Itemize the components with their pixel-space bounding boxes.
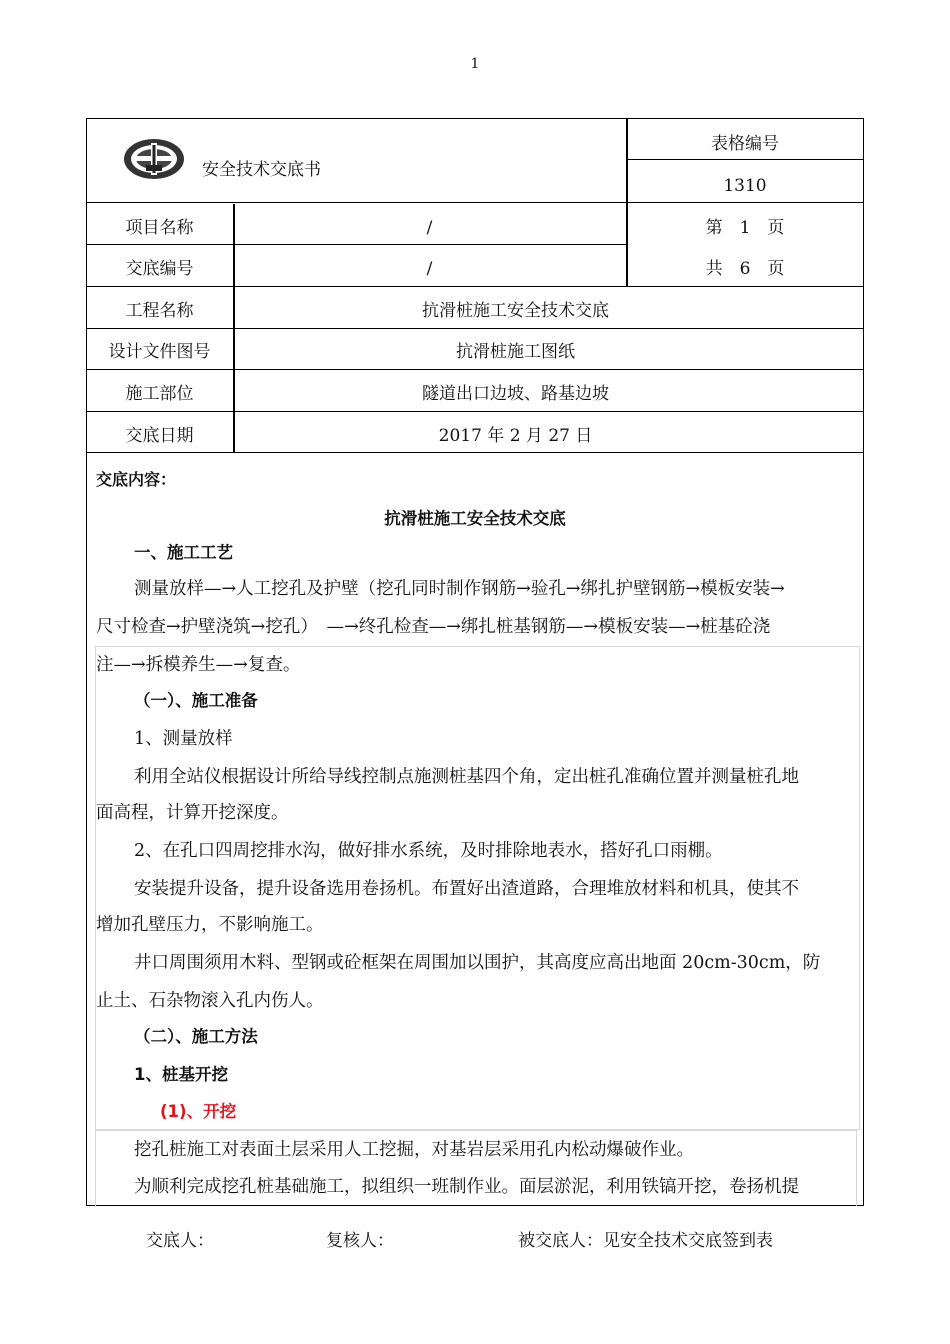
divider xyxy=(86,244,626,245)
paragraph-line: 测量放样—→人工挖孔及护壁（挖孔同时制作钢筋→验孔→绑扎护壁钢筋→模板安装→ xyxy=(134,579,785,599)
paragraph-line: 安装提升设备，提升设备选用卷扬机。布置好出渣道路，合理堆放材料和机具，使其不 xyxy=(134,879,799,899)
paragraph-line: 面高程，计算开挖深度。 xyxy=(96,803,289,823)
section-heading: 一、施工工艺 xyxy=(134,543,233,562)
form-number-value: 1310 xyxy=(723,176,767,196)
recipient-label: 被交底人：见安全技术交底签到表 xyxy=(518,1231,773,1251)
subsection-heading: （一）、施工准备 xyxy=(134,691,258,710)
engineering-name-value: 抗滑桩施工安全技术交底 xyxy=(422,301,609,321)
company-logo-icon xyxy=(122,136,186,182)
construction-site-value: 隧道出口边坡、路基边坡 xyxy=(422,384,609,404)
disclosure-date-value: 2017 年 2 月 27 日 xyxy=(438,426,593,446)
paragraph-line: 增加孔壁压力，不影响施工。 xyxy=(96,915,324,935)
disclosure-no-label: 交底编号 xyxy=(125,259,194,279)
divider xyxy=(86,286,864,287)
divider xyxy=(86,369,864,370)
subsection-heading: （二）、施工方法 xyxy=(134,1027,258,1046)
form-number-label: 表格编号 xyxy=(711,134,779,154)
engineering-name-label: 工程名称 xyxy=(125,301,194,321)
design-drawing-label: 设计文件图号 xyxy=(108,342,211,362)
divider xyxy=(86,328,864,329)
paragraph-line: 2、在孔口四周挖排水沟，做好排水系统，及时排除地表水，搭好孔口雨棚。 xyxy=(134,841,723,861)
construction-site-label: 施工部位 xyxy=(125,384,194,404)
divider xyxy=(626,159,864,160)
content-title: 抗滑桩施工安全技术交底 xyxy=(384,509,566,528)
paragraph-line: 1、测量放样 xyxy=(134,729,233,749)
project-name-value: / xyxy=(426,218,433,238)
page-number: 1 xyxy=(470,56,480,72)
paragraph-line: 井口周围须用木料、型钢或砼框架在周围加以围护，其高度应高出地面 20cm-30cm，防 xyxy=(134,953,821,973)
disclosure-no-value: / xyxy=(426,259,433,279)
divider xyxy=(86,452,864,453)
content-heading: 交底内容： xyxy=(96,470,177,489)
divider xyxy=(86,202,864,203)
divider xyxy=(86,411,864,412)
doc-title: 安全技术交底书 xyxy=(202,160,321,180)
paragraph-line: 尺寸检查→护壁浇筑→挖孔） —→终孔检查—→绑扎桩基钢筋—→模板安装—→桩基砼浇 xyxy=(96,617,771,637)
red-subheading: (1)、开挖 xyxy=(160,1102,237,1121)
paragraph-line: 注—→拆模养生—→复查。 xyxy=(96,655,301,675)
page-total: 共 6 页 xyxy=(705,259,785,279)
disclosure-date-label: 交底日期 xyxy=(125,426,194,446)
project-name-label: 项目名称 xyxy=(125,218,194,238)
page-index: 第 1 页 xyxy=(705,218,785,238)
paragraph-line: 为顺利完成挖孔桩基础施工，拟组织一班制作业。面层淤泥，利用铁镐开挖，卷扬机提 xyxy=(134,1177,799,1197)
paragraph-line: 止土、石杂物滚入孔内伤人。 xyxy=(96,991,324,1011)
design-drawing-value: 抗滑桩施工图纸 xyxy=(456,342,575,362)
paragraph-line: 利用全站仪根据设计所给导线控制点施测桩基四个角，定出桩孔准确位置并测量桩孔地 xyxy=(134,767,799,787)
paragraph-line: 挖孔桩施工对表面土层采用人工挖掘，对基岩层采用孔内松动爆破作业。 xyxy=(134,1140,694,1160)
reviewer-label: 复核人： xyxy=(326,1231,394,1251)
discloser-label: 交底人： xyxy=(146,1231,214,1251)
item-heading: 1、桩基开挖 xyxy=(134,1065,228,1084)
